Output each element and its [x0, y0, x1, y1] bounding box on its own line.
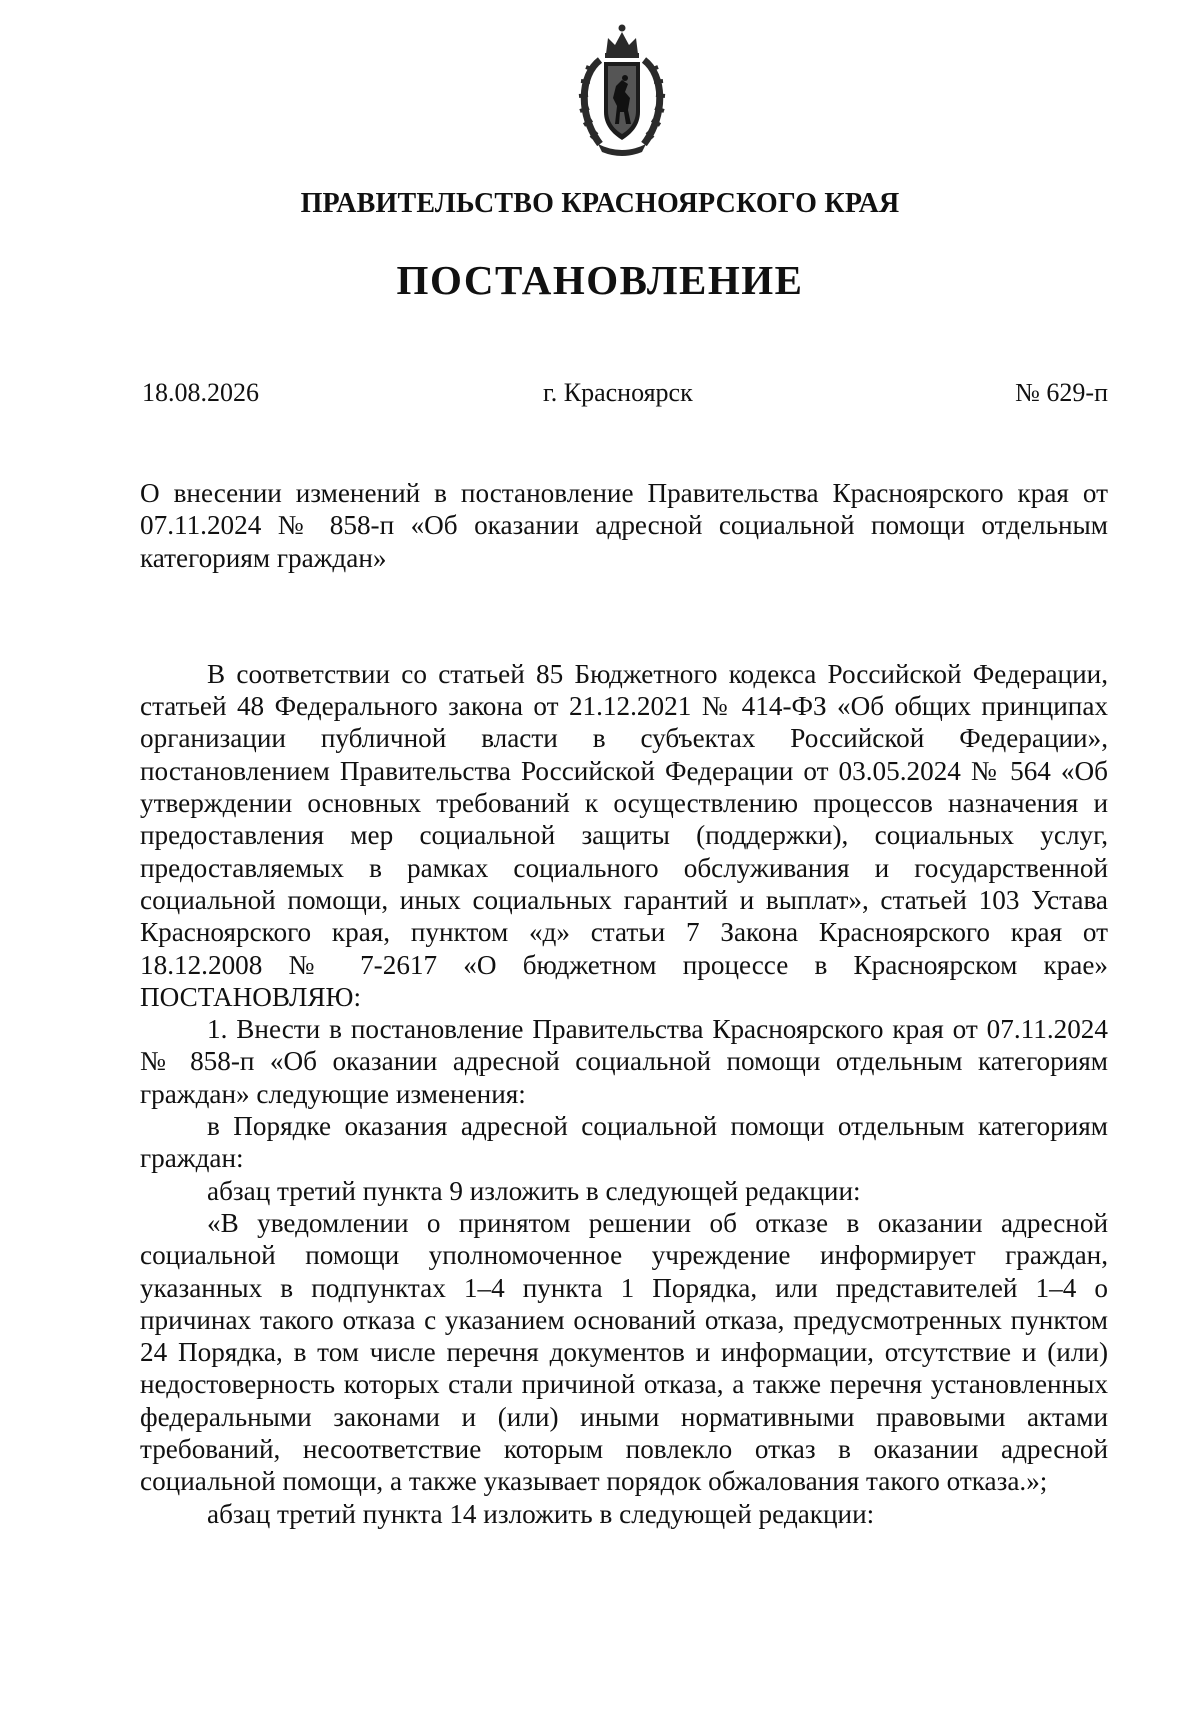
- document-body: [140, 477, 1108, 1530]
- coat-of-arms-icon: [570, 20, 674, 160]
- document-subject: О внесении изменений в постановление Правительства Красноярского края от 07.11.2024 № 858-п «Об оказании адресной социальной помощи отдельным категориям граждан»: [140, 478, 1108, 573]
- body-paragraph-item-9: абзац третий пункта 9 изложить в следующей редакции:: [207, 1175, 861, 1206]
- body-paragraph-order: в Порядке оказания адресной социальной помощи отдельным категориям граждан:: [140, 1111, 1108, 1174]
- body-paragraph-preamble: В соответствии со статьей 85 Бюджетного кодекса Российской Федерации, статьей 48 Федерального закона от 21.12.2021 № 414-ФЗ «Об общих принципах организации публичной власти в субъектах Российской Федерации», постановлением Правительства Российской Федерации от 03.05.2024 № 564 «Об утверждении основных требований к осуществлению процессов назначения и предоставления мер социальной защиты (поддержки), социальных услуг, предоставляемых в рамках социального обслуживания и государственной социальной помощи, иных социальных гарантий и выплат», статьей 103 Устава Красноярского края, пунктом «д» статьи 7 Закона Красноярского края от 18.12.2008 № 7-2617 «О бюджетном процессе в Красноярском крае» ПОСТАНОВЛЯЮ:: [140, 658, 1108, 1012]
- document-number: № 629-п: [1015, 378, 1108, 407]
- document-type-title: ПОСТАНОВЛЕНИЕ: [396, 257, 804, 303]
- document-date: 18.08.2026: [142, 378, 259, 407]
- organization-name: ПРАВИТЕЛЬСТВО КРАСНОЯРСКОГО КРАЯ: [300, 188, 900, 219]
- body-paragraph-item-14: абзац третий пункта 14 изложить в следующей редакции:: [207, 1498, 875, 1529]
- document-city: г. Красноярск: [543, 378, 693, 407]
- body-paragraph-item-1: 1. Внести в постановление Правительства Красноярского края от 07.11.2024 № 858-п «Об оказании адресной социальной помощи отдельным категориям граждан» следующие изменения:: [140, 1014, 1108, 1109]
- body-paragraph-quote: «В уведомлении о принятом решении об отказе в оказании адресной социальной помощи уполномоченное учреждение информирует граждан, указанных в подпунктах 1–4 пункта 1 Порядка, или представителей 1–4 о причинах такого отказа с указанием оснований отказа, предусмотренных пунктом 24 Порядка, в том числе перечня документов и информации, отсутствие и (или) недостоверность которых стали причиной отказа, а также перечня установленных федеральными законами и (или) иными нормативными правовыми актами требований, несоответствие которым повлекло отказ в оказании адресной социальной помощи, а также указывает порядок обжалования такого отказа.»;: [140, 1207, 1108, 1497]
